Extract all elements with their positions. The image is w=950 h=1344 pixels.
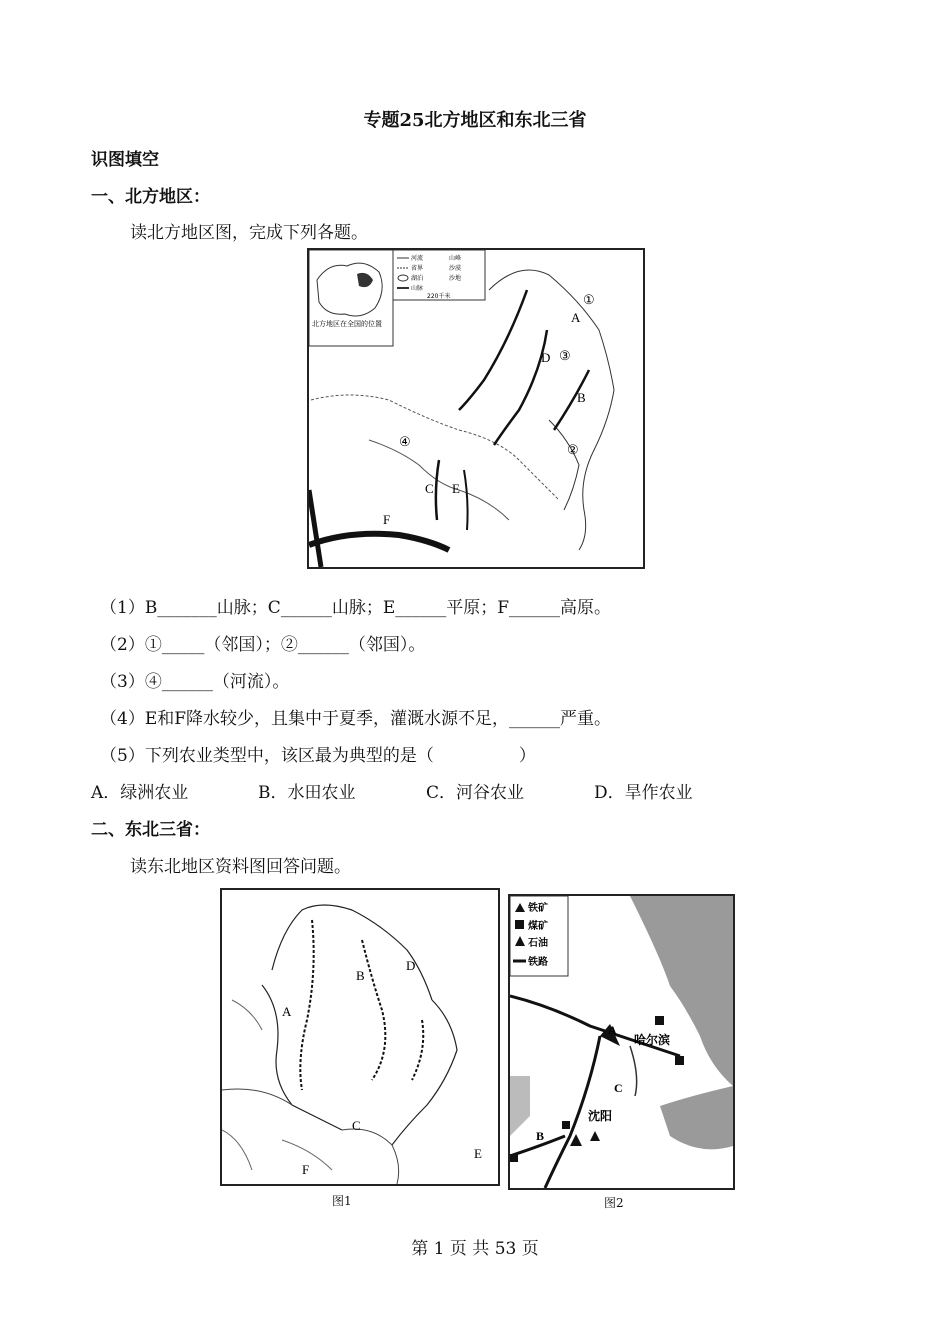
- svg-text:沙地: 沙地: [449, 275, 462, 282]
- page-title: 专题25北方地区和东北三省: [363, 110, 587, 131]
- part2-heading: 二、东北三省：: [91, 820, 210, 840]
- option-c: C．河谷农业: [426, 783, 525, 803]
- figure-1-caption: 图1: [332, 1194, 352, 1208]
- north-region-map: [307, 248, 645, 569]
- svg-text:C: C: [352, 1118, 361, 1133]
- part1-intro: 读北方地区图，完成下列各题。: [130, 223, 368, 243]
- svg-text:煤矿: 煤矿: [528, 921, 548, 932]
- part1-heading: 一、北方地区：: [91, 187, 210, 207]
- svg-text:省界: 省界: [411, 265, 424, 272]
- svg-text:铁矿: 铁矿: [528, 903, 548, 914]
- svg-text:A: A: [571, 310, 581, 325]
- section-heading: 识图填空: [91, 150, 159, 170]
- svg-text:哈尔滨: 哈尔滨: [634, 1033, 671, 1047]
- svg-text:220千米: 220千米: [427, 293, 451, 300]
- question-2: （2）①_____（邻国）；②______（邻国）。: [100, 635, 426, 655]
- svg-text:D: D: [406, 958, 416, 973]
- svg-text:①: ①: [583, 292, 595, 307]
- svg-text:沈阳: 沈阳: [588, 1109, 613, 1123]
- svg-text:②: ②: [567, 442, 579, 457]
- svg-text:A: A: [282, 1004, 292, 1019]
- svg-text:湖泊: 湖泊: [411, 275, 424, 282]
- svg-text:E: E: [452, 481, 460, 496]
- svg-text:铁路: 铁路: [528, 957, 548, 968]
- page-footer: 第 1 页 共 53 页: [411, 1239, 539, 1259]
- question-1: （1）B_______山脉；C______山脉；E______平原；F______高原。: [100, 598, 612, 618]
- svg-text:河流: 河流: [411, 255, 424, 262]
- part2-intro: 读东北地区资料图回答问题。: [130, 857, 351, 877]
- svg-text:E: E: [474, 1146, 482, 1161]
- svg-text:C: C: [425, 481, 434, 496]
- figure-2-map: [508, 894, 735, 1190]
- figure-2-caption: 图2: [604, 1196, 624, 1210]
- svg-text:F: F: [383, 512, 391, 527]
- svg-text:山脉: 山脉: [411, 285, 424, 292]
- inset-label: 北方地区在全国的位置: [312, 320, 382, 328]
- svg-text:石油: 石油: [528, 938, 548, 949]
- question-5: （5）下列农业类型中，该区最为典型的是（ ）: [100, 746, 536, 766]
- svg-text:B: B: [577, 390, 586, 405]
- svg-text:山峰: 山峰: [449, 255, 462, 262]
- svg-text:B: B: [356, 968, 365, 983]
- svg-text:C: C: [614, 1081, 623, 1095]
- option-a: A．绿洲农业: [91, 783, 189, 803]
- svg-text:B: B: [536, 1129, 545, 1143]
- question-4: （4）E和F降水较少，且集中于夏季，灌溉水源不足，______严重。: [100, 709, 612, 729]
- svg-text:D: D: [541, 350, 551, 365]
- option-d: D．旱作农业: [594, 783, 693, 803]
- svg-text:③: ③: [559, 348, 571, 363]
- svg-text:A: A: [608, 1023, 617, 1037]
- figure-1-map: [220, 888, 500, 1186]
- option-b: B．水田农业: [258, 783, 356, 803]
- question-3: （3）④______（河流）。: [100, 672, 290, 692]
- svg-text:沙漠: 沙漠: [449, 265, 462, 272]
- svg-text:F: F: [302, 1162, 310, 1177]
- svg-text:④: ④: [399, 434, 411, 449]
